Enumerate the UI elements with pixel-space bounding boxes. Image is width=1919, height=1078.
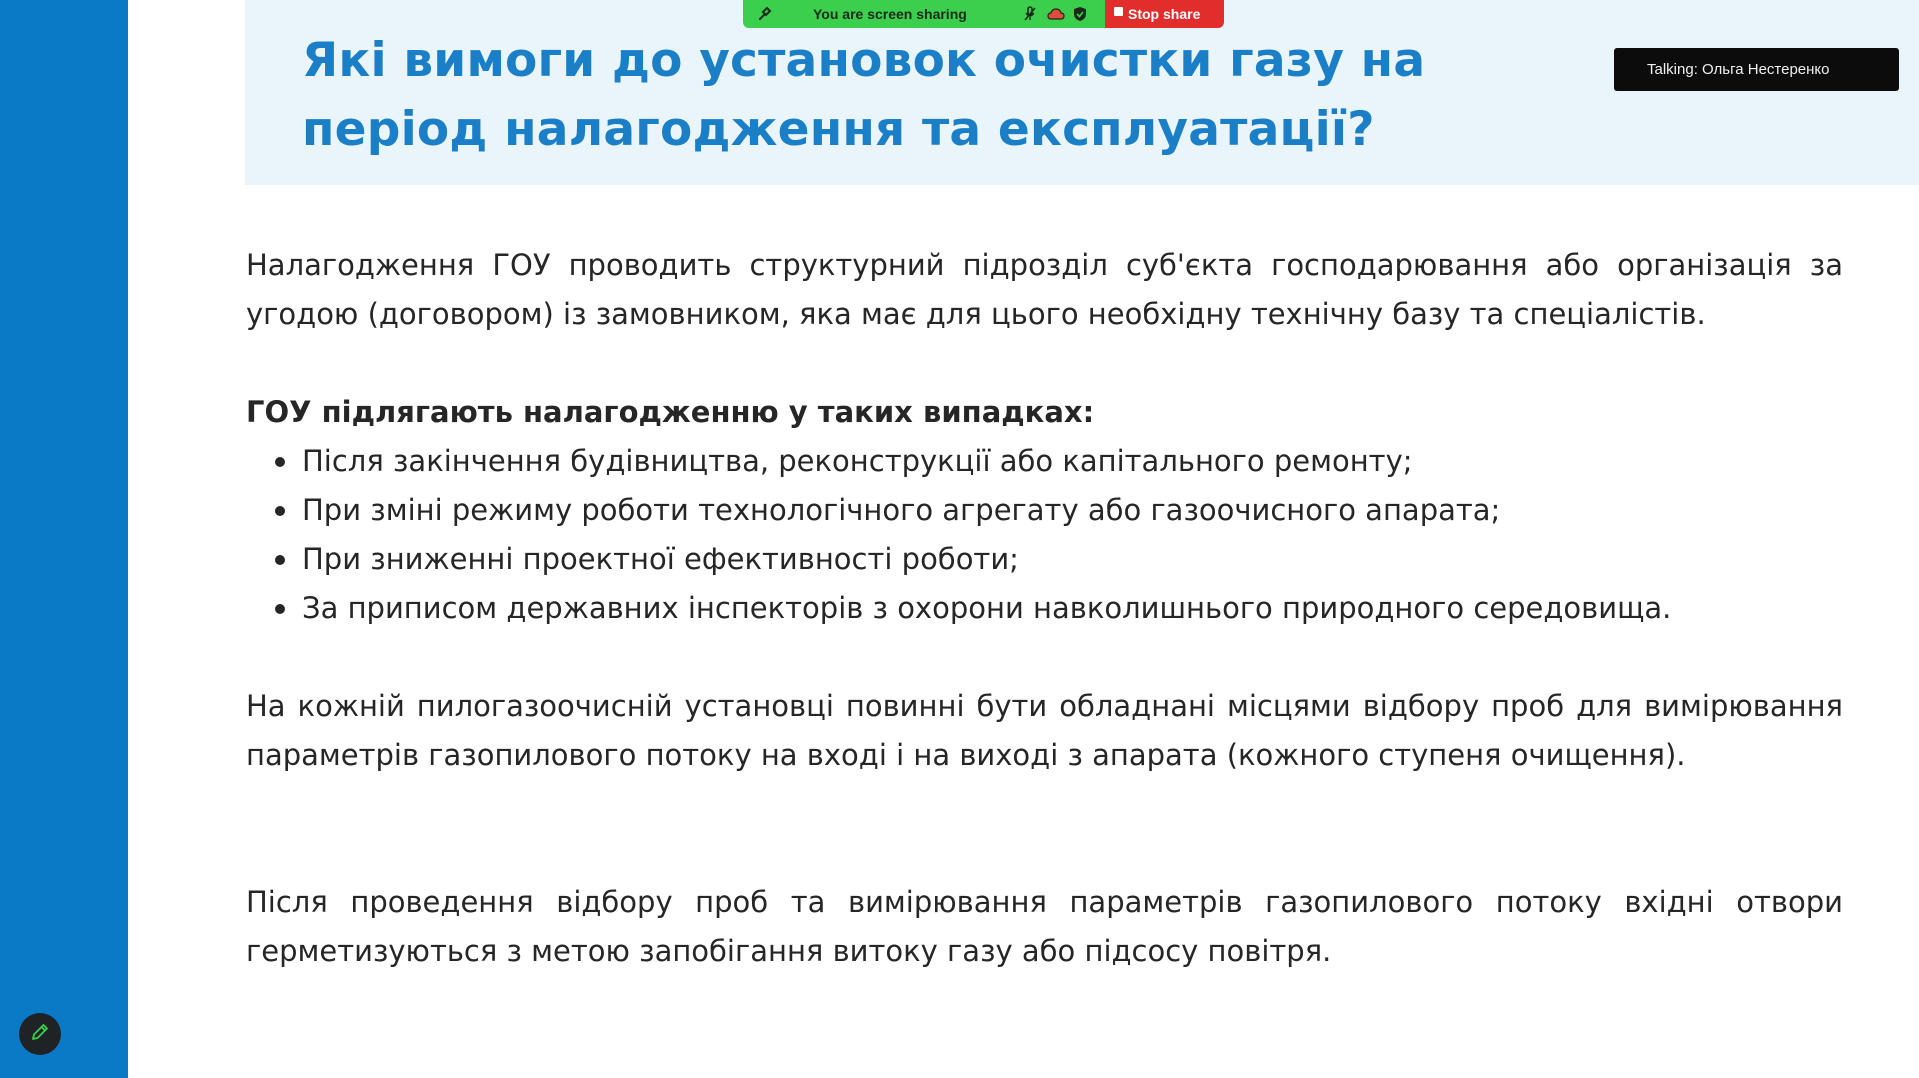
list-item (270, 486, 1671, 535)
list-item (270, 535, 1671, 584)
pencil-icon (29, 1021, 51, 1047)
bullet-icon (275, 457, 285, 467)
list-item (270, 584, 1671, 633)
list-item-text: При зниженні проектної ефективності роботи; (302, 542, 1019, 576)
bullet-icon (275, 555, 285, 565)
paragraph-sampling-points: На кожній пилогазоочисній установці повинні бути обладнані місцями відбору проб для вимірювання параметрів газопилового потоку на вході і на виході з апарата (кожного ступеня очищення). (246, 689, 1843, 772)
bullet-list (270, 437, 1671, 633)
paragraph-commissioning: Налагодження ГОУ проводить структурний підрозділ суб'єкта господарювання або організація за угодою (договором) із замовником, яка має для цього необхідну технічну базу та спеціалістів. (246, 248, 1843, 331)
left-sidebar (0, 0, 128, 1078)
bullet-icon (275, 506, 285, 516)
annotate-tools-icon[interactable] (757, 6, 773, 27)
stop-icon (1114, 7, 1123, 16)
talking-indicator: Talking: Ольга Нестеренко (1614, 48, 1899, 91)
stop-share-label: Stop share (1128, 6, 1201, 22)
shield-icon[interactable] (1073, 6, 1087, 27)
list-item-text: За приписом державних інспекторів з охорони навколишнього природного середовища. (302, 591, 1672, 625)
stop-share-button[interactable] (1105, 0, 1224, 28)
list-item (270, 437, 1671, 486)
bullet-icon (275, 604, 285, 614)
list-item-text: При зміні режиму роботи технологічного агрегату або газоочисного апарата; (302, 493, 1501, 527)
list-item-text: Після закінчення будівництва, реконструкції або капітального ремонту; (302, 444, 1413, 478)
screen-share-status[interactable] (743, 0, 1105, 28)
microphone-muted-icon[interactable] (1023, 6, 1037, 27)
cloud-icon[interactable] (1047, 6, 1065, 27)
slide-title: Які вимоги до установок очистки газу на період налагодження та експлуатації? (302, 33, 1426, 157)
annotate-button[interactable] (19, 1013, 61, 1055)
screen-sharing-label: You are screen sharing (813, 6, 967, 22)
screen-share-toolbar (743, 0, 1224, 28)
list-heading: ГОУ підлягають налагодженню у таких випадках: (246, 395, 1095, 429)
paragraph-sealing: Після проведення відбору проб та вимірювання параметрів газопилового потоку вхідні отвори герметизуються з метою запобігання витоку газу або підсосу повітря. (246, 885, 1843, 968)
